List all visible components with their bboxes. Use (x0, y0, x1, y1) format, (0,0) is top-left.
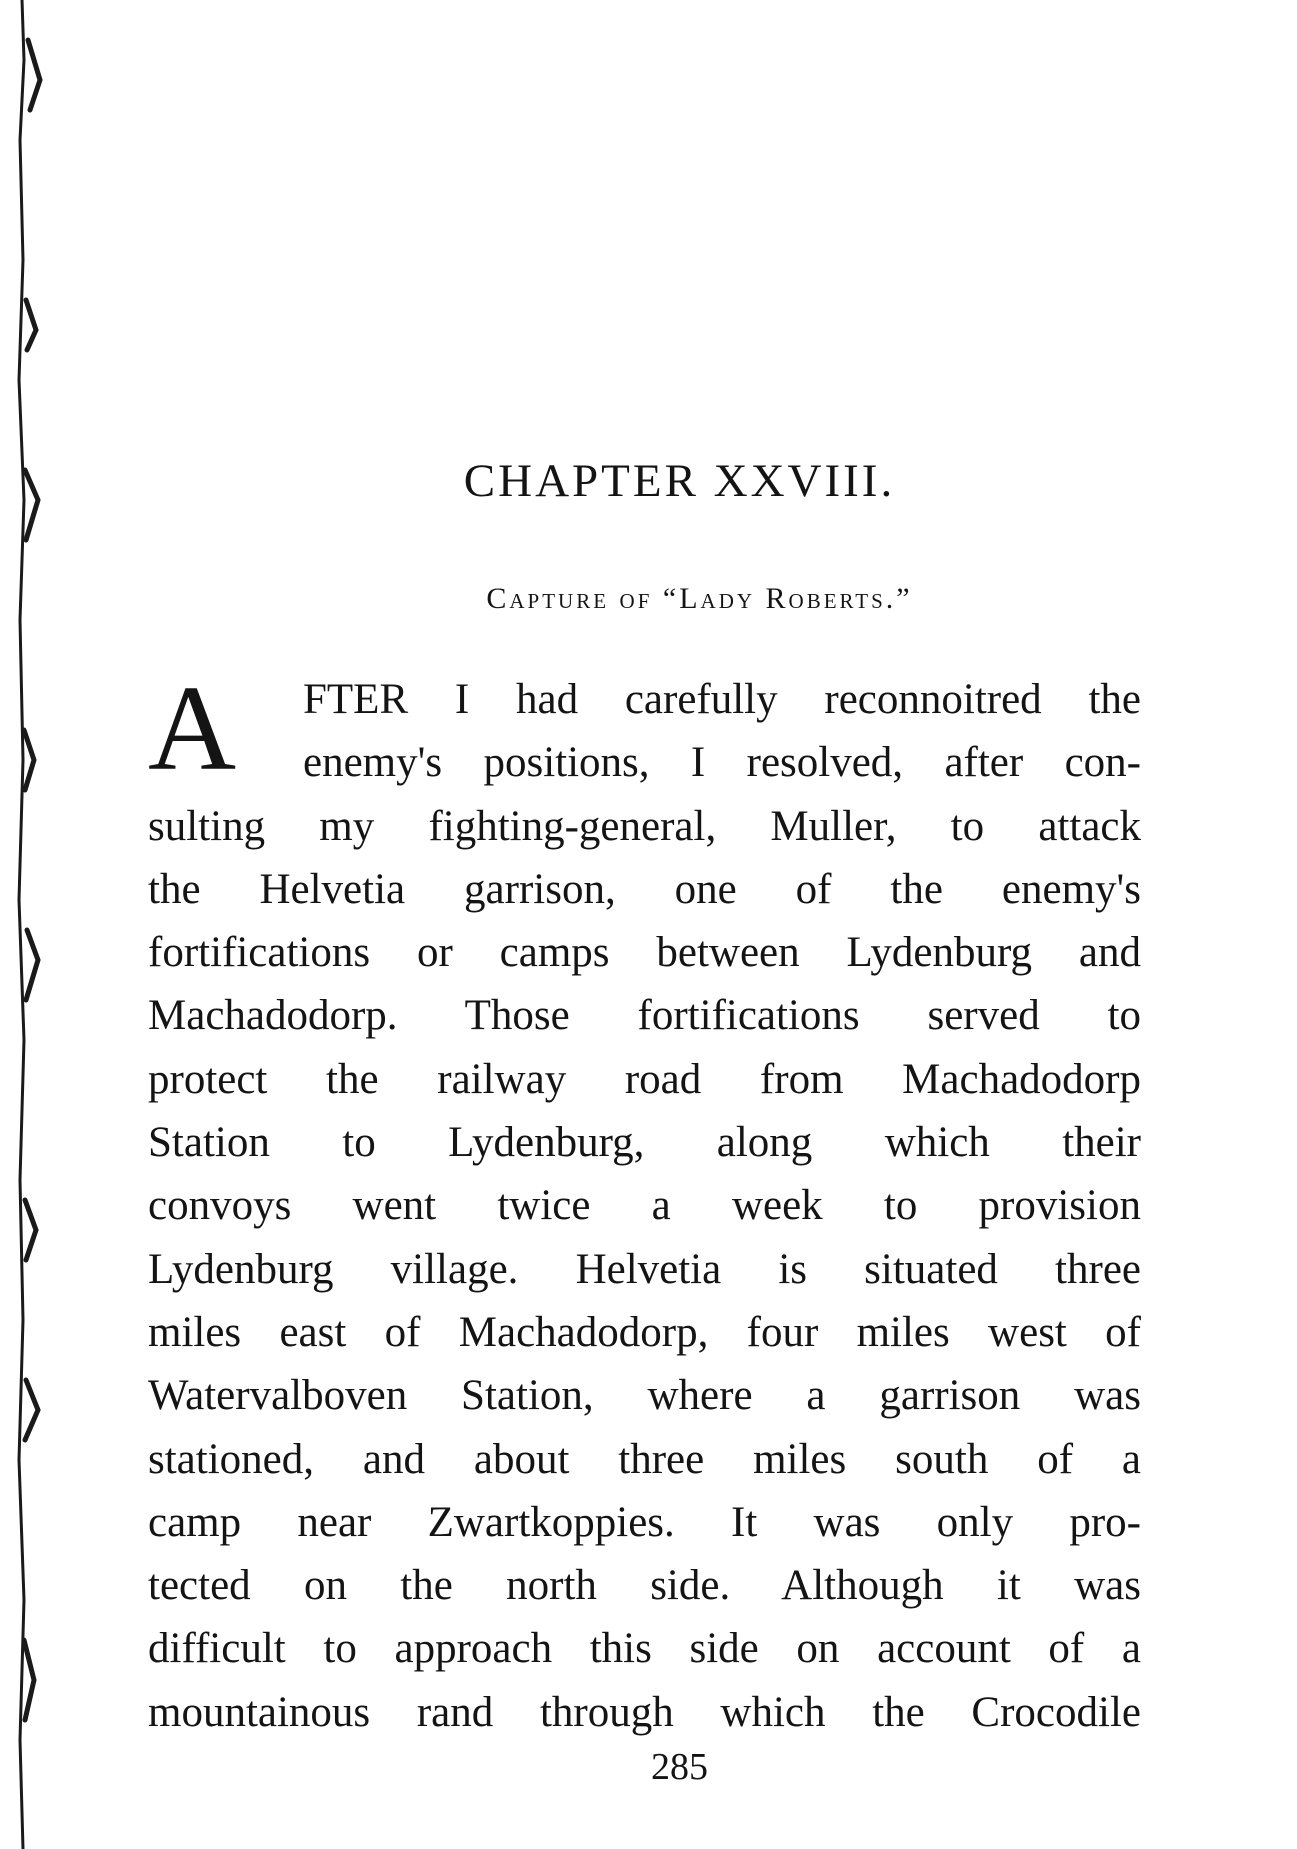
text-line: camp near Zwartkoppies. It was only pro- (148, 1498, 1141, 1546)
body-paragraph (148, 661, 1141, 1744)
text-line: Machadodorp. Those fortifications served to (148, 992, 1141, 1040)
text-line: Station to Lydenburg, along which their (148, 1119, 1141, 1167)
drop-cap: A (148, 661, 237, 796)
text-line: fortifications or camps between Lydenburg and (148, 929, 1141, 977)
binding-edge-shadow (0, 0, 70, 1849)
text-line: FTER I had carefully reconnoitred the (303, 676, 1141, 723)
text-line: difficult to approach this side on account of a (148, 1625, 1141, 1673)
page-number: 285 (651, 1746, 708, 1788)
text-line: Lydenburg village. Helvetia is situated three (148, 1245, 1141, 1293)
text-line: convoys went twice a week to provision (148, 1182, 1141, 1230)
text-line: mountainous rand through which the Crocodile (148, 1688, 1141, 1736)
chapter-title: CHAPTER XXVIII. (463, 455, 896, 507)
text-line: protect the railway road from Machadodorp (148, 1055, 1141, 1103)
text-line: the Helvetia garrison, one of the enemy's (148, 865, 1141, 913)
text-line: Watervalboven Station, where a garrison was (148, 1372, 1141, 1420)
text-line: stationed, and about three miles south of a (148, 1435, 1141, 1483)
chapter-subtitle: Capture of “Lady Roberts.” (486, 582, 913, 615)
text-line: tected on the north side. Although it was (148, 1562, 1141, 1610)
text-line: miles east of Machadodorp, four miles west of (148, 1308, 1141, 1356)
text-line: sulting my fighting-general, Muller, to attack (148, 802, 1141, 850)
text-line: enemy's positions, I resolved, after con- (303, 739, 1141, 787)
